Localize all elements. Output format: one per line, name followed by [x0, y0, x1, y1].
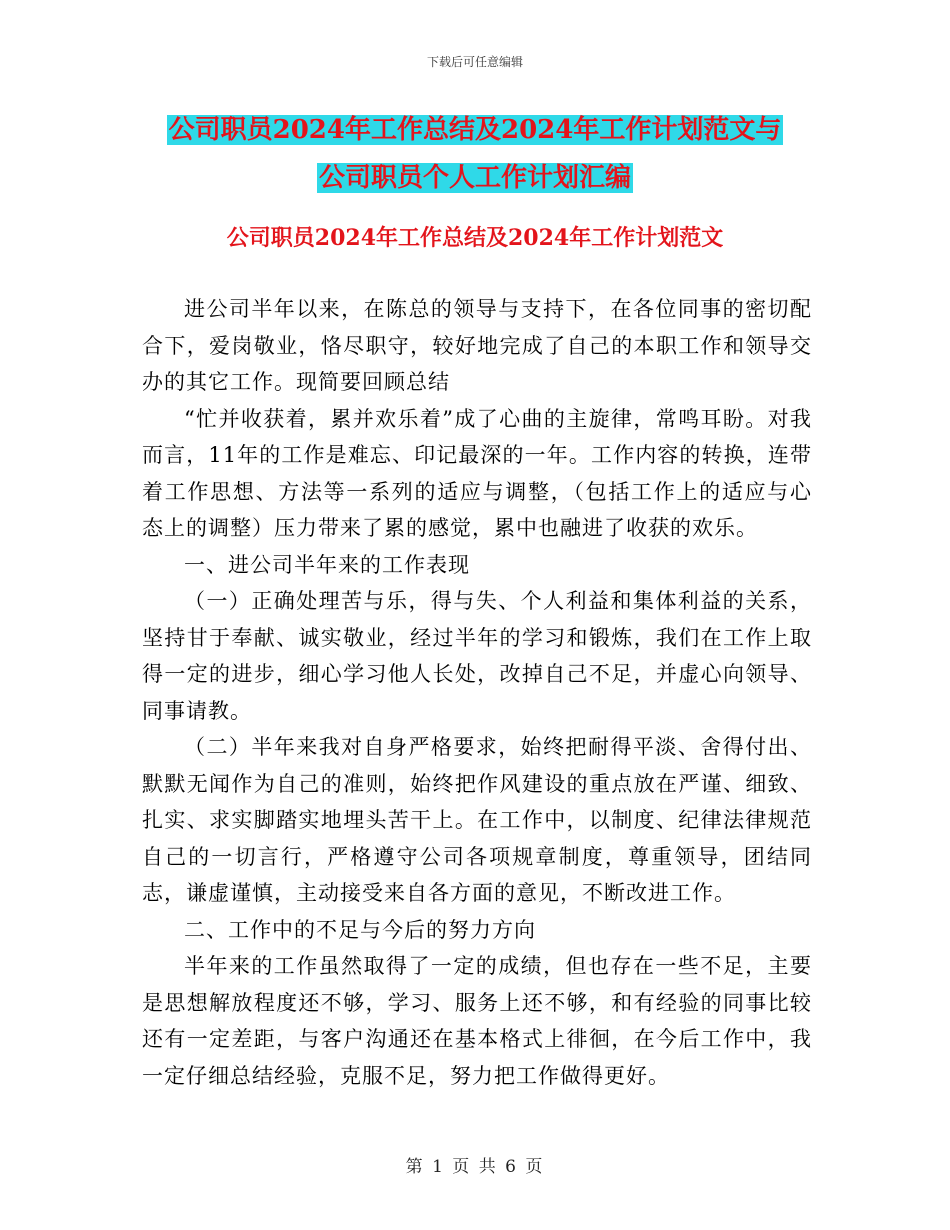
section-title: 公司职员2024年工作总结及2024年工作计划范文 [226, 225, 724, 251]
paragraph-item-2: （二）半年来我对自身严格要求，始终把耐得平淡、舍得付出、默默无闻作为自己的准则，始终把作风建设的重点放在严谨、细致、扎实、求实脚踏实地埋头苦干上。在工作中，以制度、纪律法律规范自己的一切言行，严格遵守公司各项规章制度，尊重领导，团结同志，谦虚谨慎，主动接受来自各方面的意见，不断改进工作。 [142, 735, 812, 905]
document-main-title [150, 106, 800, 202]
heading-work-performance: 一、进公司半年来的工作表现 [184, 552, 470, 577]
paragraph-busy-and-rewarding: “忙并收获着，累并欢乐着”成了心曲的主旋律，常鸣耳盼。对我而言，11年的工作是难忘、印记最深的一年。工作内容的转换，连带着工作思想、方法等一系列的适应与调整，（包括工作上的适应与心态上的调整）压力带来了累的感觉，累中也融进了收获的欢乐。 [142, 406, 812, 540]
document-body [142, 291, 812, 1094]
page-footer: 第 1 页 共 6 页 [405, 1157, 545, 1177]
main-title-line-1: 公司职员2024年工作总结及2024年工作计划范文与 [168, 115, 782, 145]
paragraph-intro: 进公司半年以来，在陈总的领导与支持下，在各位同事的密切配合下，爱岗敬业，恪尽职守，较好地完成了自己的本职工作和领导交办的其它工作。现简要回顾总结 [142, 297, 812, 394]
main-title-line-2: 公司职员个人工作计划汇编 [318, 163, 631, 193]
heading-shortcomings: 二、工作中的不足与今后的努力方向 [184, 917, 536, 942]
paragraph-item-1: （一）正确处理苦与乐，得与失、个人利益和集体利益的关系，坚持甘于奉献、诚实敬业，经过半年的学习和锻炼，我们在工作上取得一定的进步，细心学习他人长处，改掉自己不足，并虚心向领导、同事请教。 [142, 589, 812, 723]
header-note: 下载后可任意编辑 [426, 55, 523, 69]
paragraph-shortcomings: 半年来的工作虽然取得了一定的成绩，但也存在一些不足，主要是思想解放程度还不够，学习、服务上还不够，和有经验的同事比较还有一定差距，与客户沟通还在基本格式上徘徊，在今后工作中，我一定仔细总结经验，克服不足，努力把工作做得更好。 [142, 954, 812, 1088]
